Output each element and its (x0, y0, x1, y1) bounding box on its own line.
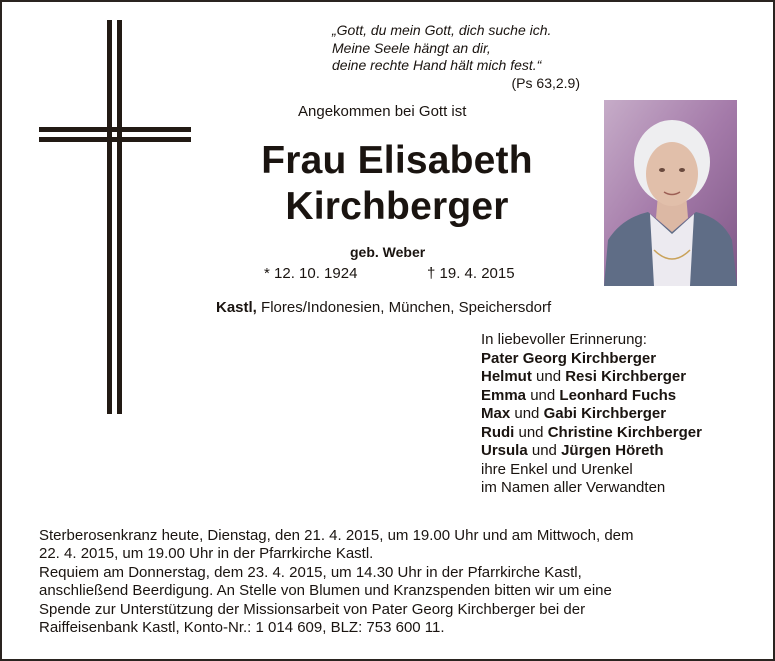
mourner-line (481, 387, 702, 406)
death-date: † 19. 4. 2015 (427, 265, 515, 282)
mourner-line (481, 442, 702, 461)
mourner-line (481, 424, 702, 443)
places-rest: Flores/Indonesien, München, Speichersdorf (256, 299, 552, 316)
mourner-connector: und (526, 386, 560, 404)
mourner-name: Max (481, 405, 511, 422)
mourner-name: Pater Georg Kirchberger (481, 349, 657, 367)
mourners-heading: In liebevoller Erinnerung: (481, 331, 647, 348)
birth-date: * 12. 10. 1924 (264, 265, 358, 282)
mourner-connector: und (514, 423, 548, 441)
mourner-connector: und (527, 442, 562, 459)
mourner-line (481, 368, 702, 387)
mourners-closing-line: ihre Enkel und Urenkel (481, 460, 633, 478)
quote-line: Meine Seele hängt an dir, (332, 39, 491, 56)
mourners-closing-line: im Namen aller Verwandten (481, 479, 666, 496)
places-line (216, 299, 551, 316)
maiden-name: geb. Weber (350, 244, 426, 260)
details-line: 22. 4. 2015, um 19.00 Uhr in der Pfarrkirche Kastl. (39, 545, 374, 563)
quote-line: deine rechte Hand hält mich fest.“ (332, 57, 542, 73)
deceased-name (202, 138, 592, 230)
cross-horizontal-bar-bottom (39, 137, 191, 142)
details-line: Sterberosenkranz heute, Dienstag, den 21. 4. 2015, um 19.00 Uhr und am Mittwoch, dem (39, 527, 634, 544)
cross-vertical-bar-right (117, 20, 122, 414)
cross-vertical-bar-left (107, 20, 112, 414)
cross-icon (39, 20, 191, 414)
quote-line: „Gott, du mein Gott, dich suche ich. (332, 22, 552, 38)
deceased-surname-line: Kirchberger (285, 185, 509, 228)
mourner-line (481, 405, 702, 424)
mourner-name: Gabi Kirchberger (543, 405, 667, 422)
mourner-name: Ursula (481, 442, 528, 459)
portrait-photo-drawing (604, 100, 737, 286)
mourner-connector: und (531, 368, 566, 385)
mourner-name: Christine Kirchberger (547, 423, 702, 441)
mourner-line (481, 350, 702, 369)
place-primary: Kastl, (216, 299, 257, 316)
mourner-name: Helmut (481, 368, 532, 385)
mourner-name: Jürgen Höreth (561, 442, 664, 459)
portrait-photo (604, 100, 737, 286)
details-line: Spende zur Unterstützung der Missionsarbeit von Pater Georg Kirchberger bei der (39, 600, 586, 618)
mourner-connector: und (510, 405, 544, 422)
mourner-name: Emma (481, 386, 527, 404)
details-line: Raiffeisenbank Kastl, Konto-Nr.: 1 014 609, BLZ: 753 600 11. (39, 619, 445, 637)
mourner-name: Resi Kirchberger (565, 368, 687, 385)
bible-quote (332, 22, 592, 92)
mourners-list (481, 331, 702, 498)
mourner-name: Leonhard Fuchs (559, 386, 677, 404)
deceased-name-line: Frau Elisabeth (261, 139, 533, 182)
mourner-name: Rudi (481, 423, 515, 441)
cross-center-gap (112, 132, 117, 137)
intro-text: Angekommen bei Gott ist (298, 103, 467, 120)
details-line: Requiem am Donnerstag, dem 23. 4. 2015, um 14.30 Uhr in der Pfarrkirche Kastl, (39, 563, 582, 581)
quote-reference: (Ps 63,2.9) (511, 74, 580, 91)
service-details (39, 527, 739, 637)
details-line: anschließend Beerdigung. An Stelle von Blumen und Kranzspenden bitten wir um eine (39, 582, 612, 600)
